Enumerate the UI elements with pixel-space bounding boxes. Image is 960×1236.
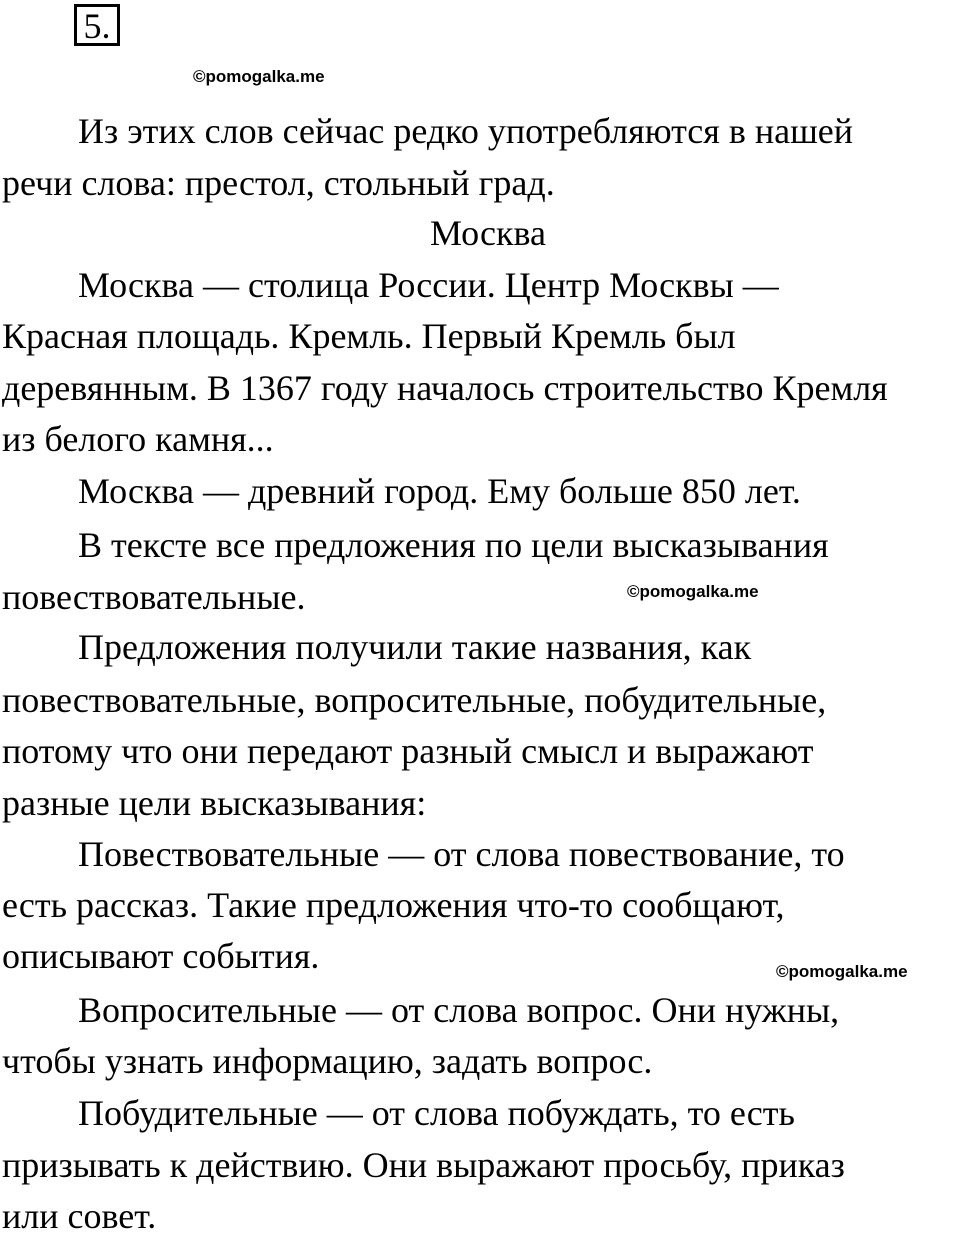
text-line: Повествовательные — от слова повествование, то (78, 834, 845, 874)
text-line: или совет. (2, 1196, 157, 1236)
text-title: Москва (430, 213, 546, 253)
task-number-badge: 5. (74, 4, 120, 46)
text-line: чтобы узнать информацию, задать вопрос. (2, 1041, 653, 1081)
text-line: Из этих слов сейчас редко употребляются в нашей (78, 111, 854, 151)
text-line: Москва — столица России. Центр Москвы — (78, 265, 779, 305)
text-line: Вопросительные — от слова вопрос. Они нужны, (78, 990, 840, 1030)
watermark: ©pomogalka.me (627, 582, 759, 601)
text-line: Москва — древний город. Ему больше 850 лет. (78, 471, 801, 511)
text-line: повествовательные, вопросительные, побудительные, (2, 680, 827, 720)
watermark: ©pomogalka.me (776, 962, 908, 981)
text-line: повествовательные. (2, 577, 306, 617)
text-line: деревянным. В 1367 году началось строительство Кремля (2, 368, 888, 408)
text-line: речи слова: престол, стольный град. (2, 163, 555, 203)
text-line: из белого камня... (2, 419, 274, 459)
text-line: призывать к действию. Они выражают просьбу, приказ (2, 1145, 845, 1185)
text-line: есть рассказ. Такие предложения что-то сообщают, (2, 885, 785, 925)
watermark: ©pomogalka.me (193, 67, 325, 86)
text-line: описывают события. (2, 936, 320, 976)
text-line: потому что они передают разный смысл и выражают (2, 731, 814, 771)
text-line: В тексте все предложения по цели высказывания (78, 525, 829, 565)
text-line: Предложения получили такие названия, как (78, 627, 752, 667)
text-line: разные цели высказывания: (2, 783, 427, 823)
text-line: Побудительные — от слова побуждать, то есть (78, 1093, 795, 1133)
text-line: Красная площадь. Кремль. Первый Кремль был (2, 316, 736, 356)
